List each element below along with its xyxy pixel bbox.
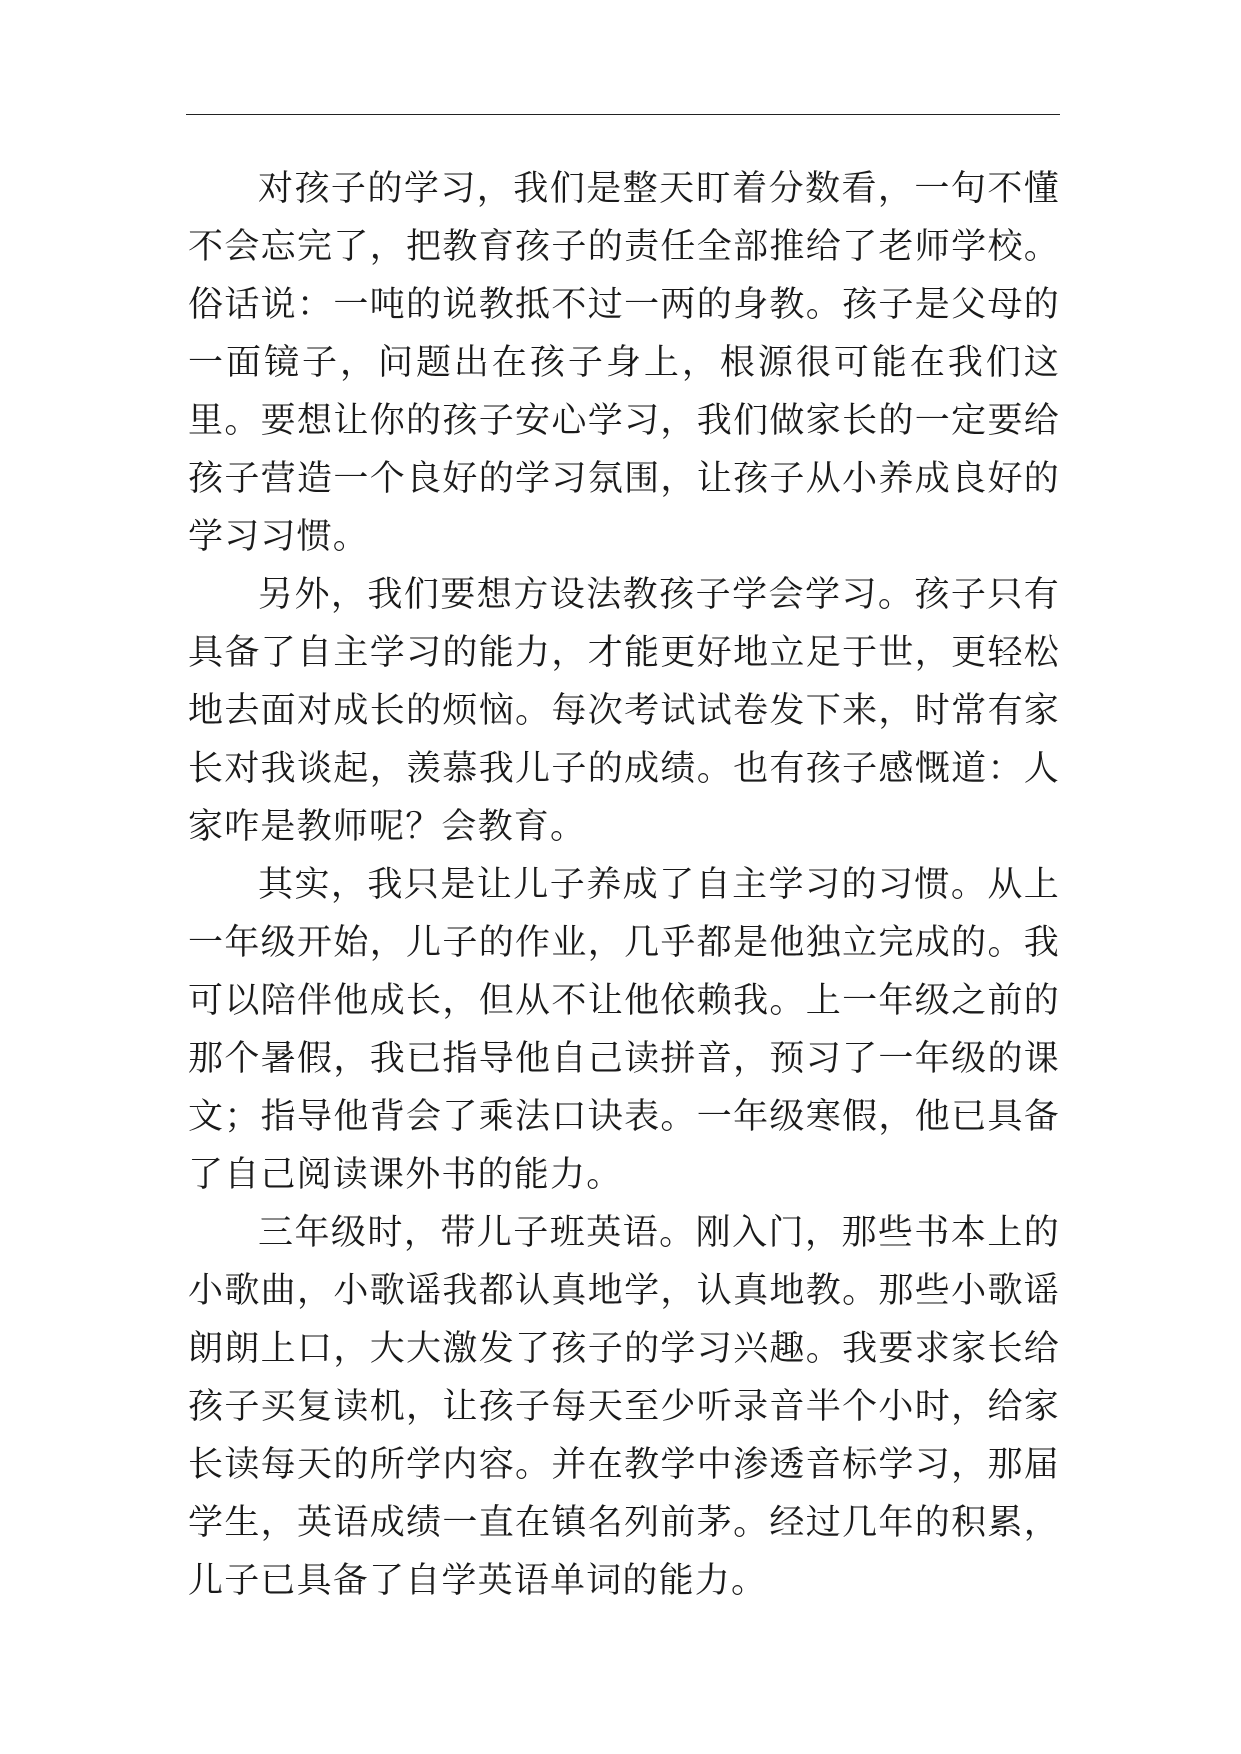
paragraph-1: 对孩子的学习，我们是整天盯着分数看，一句不懂不会忘完了，把教育孩子的责任全部推给了老师学校。俗话说：一吨的说教抵不过一两的身教。孩子是父母的一面镜子，问题出在孩子身上，根源很可能在我们这里。要想让你的孩子安心学习，我们做家长的一定要给孩子营造一个良好的学习氛围，让孩子从小养成良好的学习习惯。 xyxy=(188,169,1060,557)
paragraph-2: 另外，我们要想方设法教孩子学会学习。孩子只有具备了自主学习的能力，才能更好地立足于世，更轻松地去面对成长的烦恼。每次考试试卷发下来，时常有家长对我谈起，羡慕我儿子的成绩。也有孩子感慨道：人家咋是教师呢？会教育。 xyxy=(188,575,1060,847)
header-rule xyxy=(186,114,1060,115)
paragraph-3: 其实，我只是让儿子养成了自主学习的习惯。从上一年级开始，儿子的作业，几乎都是他独立完成的。我可以陪伴他成长，但从不让他依赖我。上一年级之前的那个暑假，我已指导他自己读拼音，预习了一年级的课文；指导他背会了乘法口诀表。一年级寒假，他已具备了自己阅读课外书的能力。 xyxy=(188,865,1060,1195)
document-body xyxy=(188,160,1060,1610)
paragraph-4: 三年级时，带儿子班英语。刚入门，那些书本上的小歌曲，小歌谣我都认真地学，认真地教。那些小歌谣朗朗上口，大大激发了孩子的学习兴趣。我要求家长给孩子买复读机，让孩子每天至少听录音半个小时，给家长读每天的所学内容。并在教学中渗透音标学习，那届学生，英语成绩一直在镇名列前茅。经过几年的积累，儿子已具备了自学英语单词的能力。 xyxy=(188,1213,1060,1601)
